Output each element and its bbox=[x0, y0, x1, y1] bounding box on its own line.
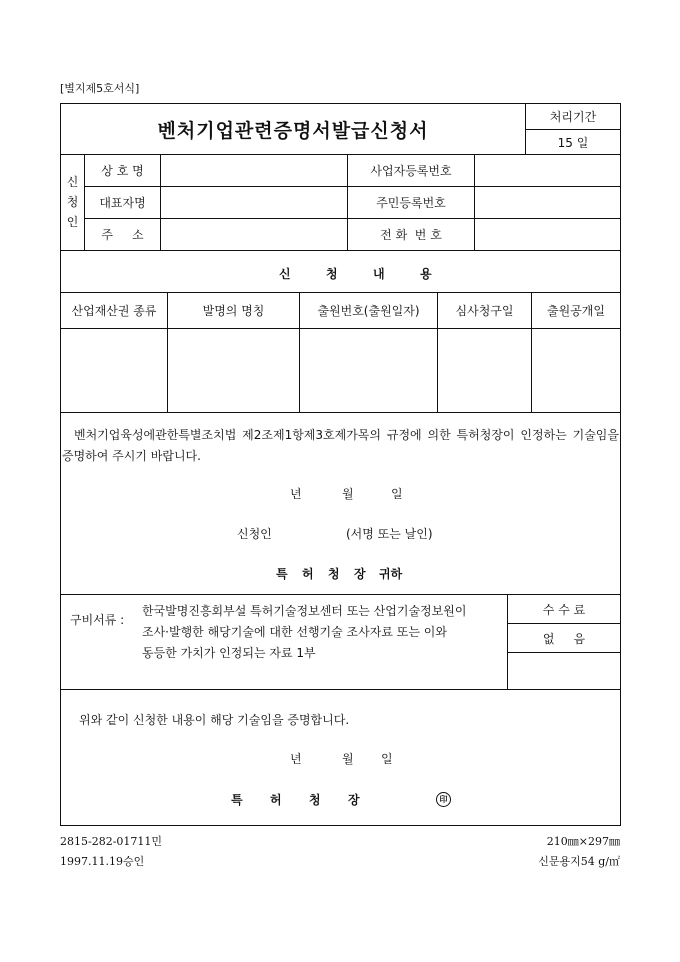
footer-code: 2815-282-01711민 bbox=[60, 835, 163, 848]
cell-ip-type[interactable] bbox=[61, 329, 167, 412]
representative-label: 대표자명 bbox=[99, 196, 146, 210]
addressee-line: 특 허 청 장 귀하 bbox=[276, 567, 403, 581]
request-statement: 벤처기업육성에관한특별조치법 제2조제1항제3호제가목의 규정에 의한 특허청장이 인정하는 기술임을 증명하여 주시기 바랍니다. bbox=[62, 428, 619, 463]
fee-label: 수 수 료 bbox=[542, 602, 586, 617]
content-heading: 신 청 내 용 bbox=[279, 267, 432, 281]
business-reg-label: 사업자등록번호 bbox=[370, 164, 452, 178]
col-invention-title: 발명의 명칭 bbox=[202, 304, 265, 318]
footer-paper: 신문용지54 g/㎡ bbox=[538, 855, 620, 868]
applicant-side-label: 신 청 인 bbox=[66, 175, 79, 229]
company-name-label: 상 호 명 bbox=[101, 164, 144, 178]
cell-publication-date[interactable] bbox=[532, 329, 620, 412]
fee-value: 없 음 bbox=[542, 631, 586, 646]
business-reg-field[interactable] bbox=[475, 155, 620, 186]
footer-approval: 1997.11.19승인 bbox=[60, 855, 145, 868]
application-date-line: 년 월 일 bbox=[290, 487, 403, 501]
address-field[interactable] bbox=[161, 219, 347, 250]
applicant-signature-line bbox=[61, 525, 620, 543]
phone-field[interactable] bbox=[475, 219, 620, 250]
documents-text: 한국발명진흥회부설 특허기술정보센터 또는 산업기술정보원이 조사·발행한 해당기술에 대한 선행기술 조사자료 또는 이와 동등한 가치가 인정되는 자료 1부 bbox=[142, 604, 467, 660]
applicant-signature-field[interactable] bbox=[250, 520, 330, 544]
address-label: 주 소 bbox=[101, 228, 144, 242]
footer-size: 210㎜×297㎜ bbox=[546, 835, 620, 848]
certification-text: 위와 같이 신청한 내용이 해당 기술임을 증명합니다. bbox=[79, 713, 350, 727]
issuer-line: 특 허 청 장 印 bbox=[61, 791, 620, 809]
cell-application-number[interactable] bbox=[300, 329, 437, 412]
form-title: 벤처기업관련증명서발급신청서 bbox=[157, 119, 429, 142]
processing-period-label: 처리기간 bbox=[549, 110, 597, 124]
processing-period-value: 15 일 bbox=[557, 135, 589, 150]
official-seal-icon: 印 bbox=[436, 792, 451, 807]
col-exam-request-date: 심사청구일 bbox=[455, 304, 514, 318]
applicant-label: 신청인 bbox=[237, 527, 272, 541]
col-publication-date: 출원공개일 bbox=[547, 304, 605, 318]
col-ip-type: 산업재산권 종류 bbox=[71, 304, 157, 318]
documents-label: 구비서류 : bbox=[70, 613, 125, 627]
certification-date-line: 년 월 일 bbox=[290, 752, 393, 766]
resident-reg-label: 주민등록번호 bbox=[376, 196, 446, 210]
representative-field[interactable] bbox=[161, 187, 347, 218]
col-application-number: 출원번호(출원일자) bbox=[317, 304, 420, 318]
phone-label: 전 화 번 호 bbox=[380, 228, 442, 242]
cell-invention-title[interactable] bbox=[168, 329, 299, 412]
form-number: [별지제5호서식] bbox=[60, 82, 140, 95]
company-name-field[interactable] bbox=[161, 155, 347, 186]
cell-exam-request-date[interactable] bbox=[438, 329, 531, 412]
resident-reg-field[interactable] bbox=[475, 187, 620, 218]
signature-note: (서명 또는 날인) bbox=[346, 527, 433, 541]
